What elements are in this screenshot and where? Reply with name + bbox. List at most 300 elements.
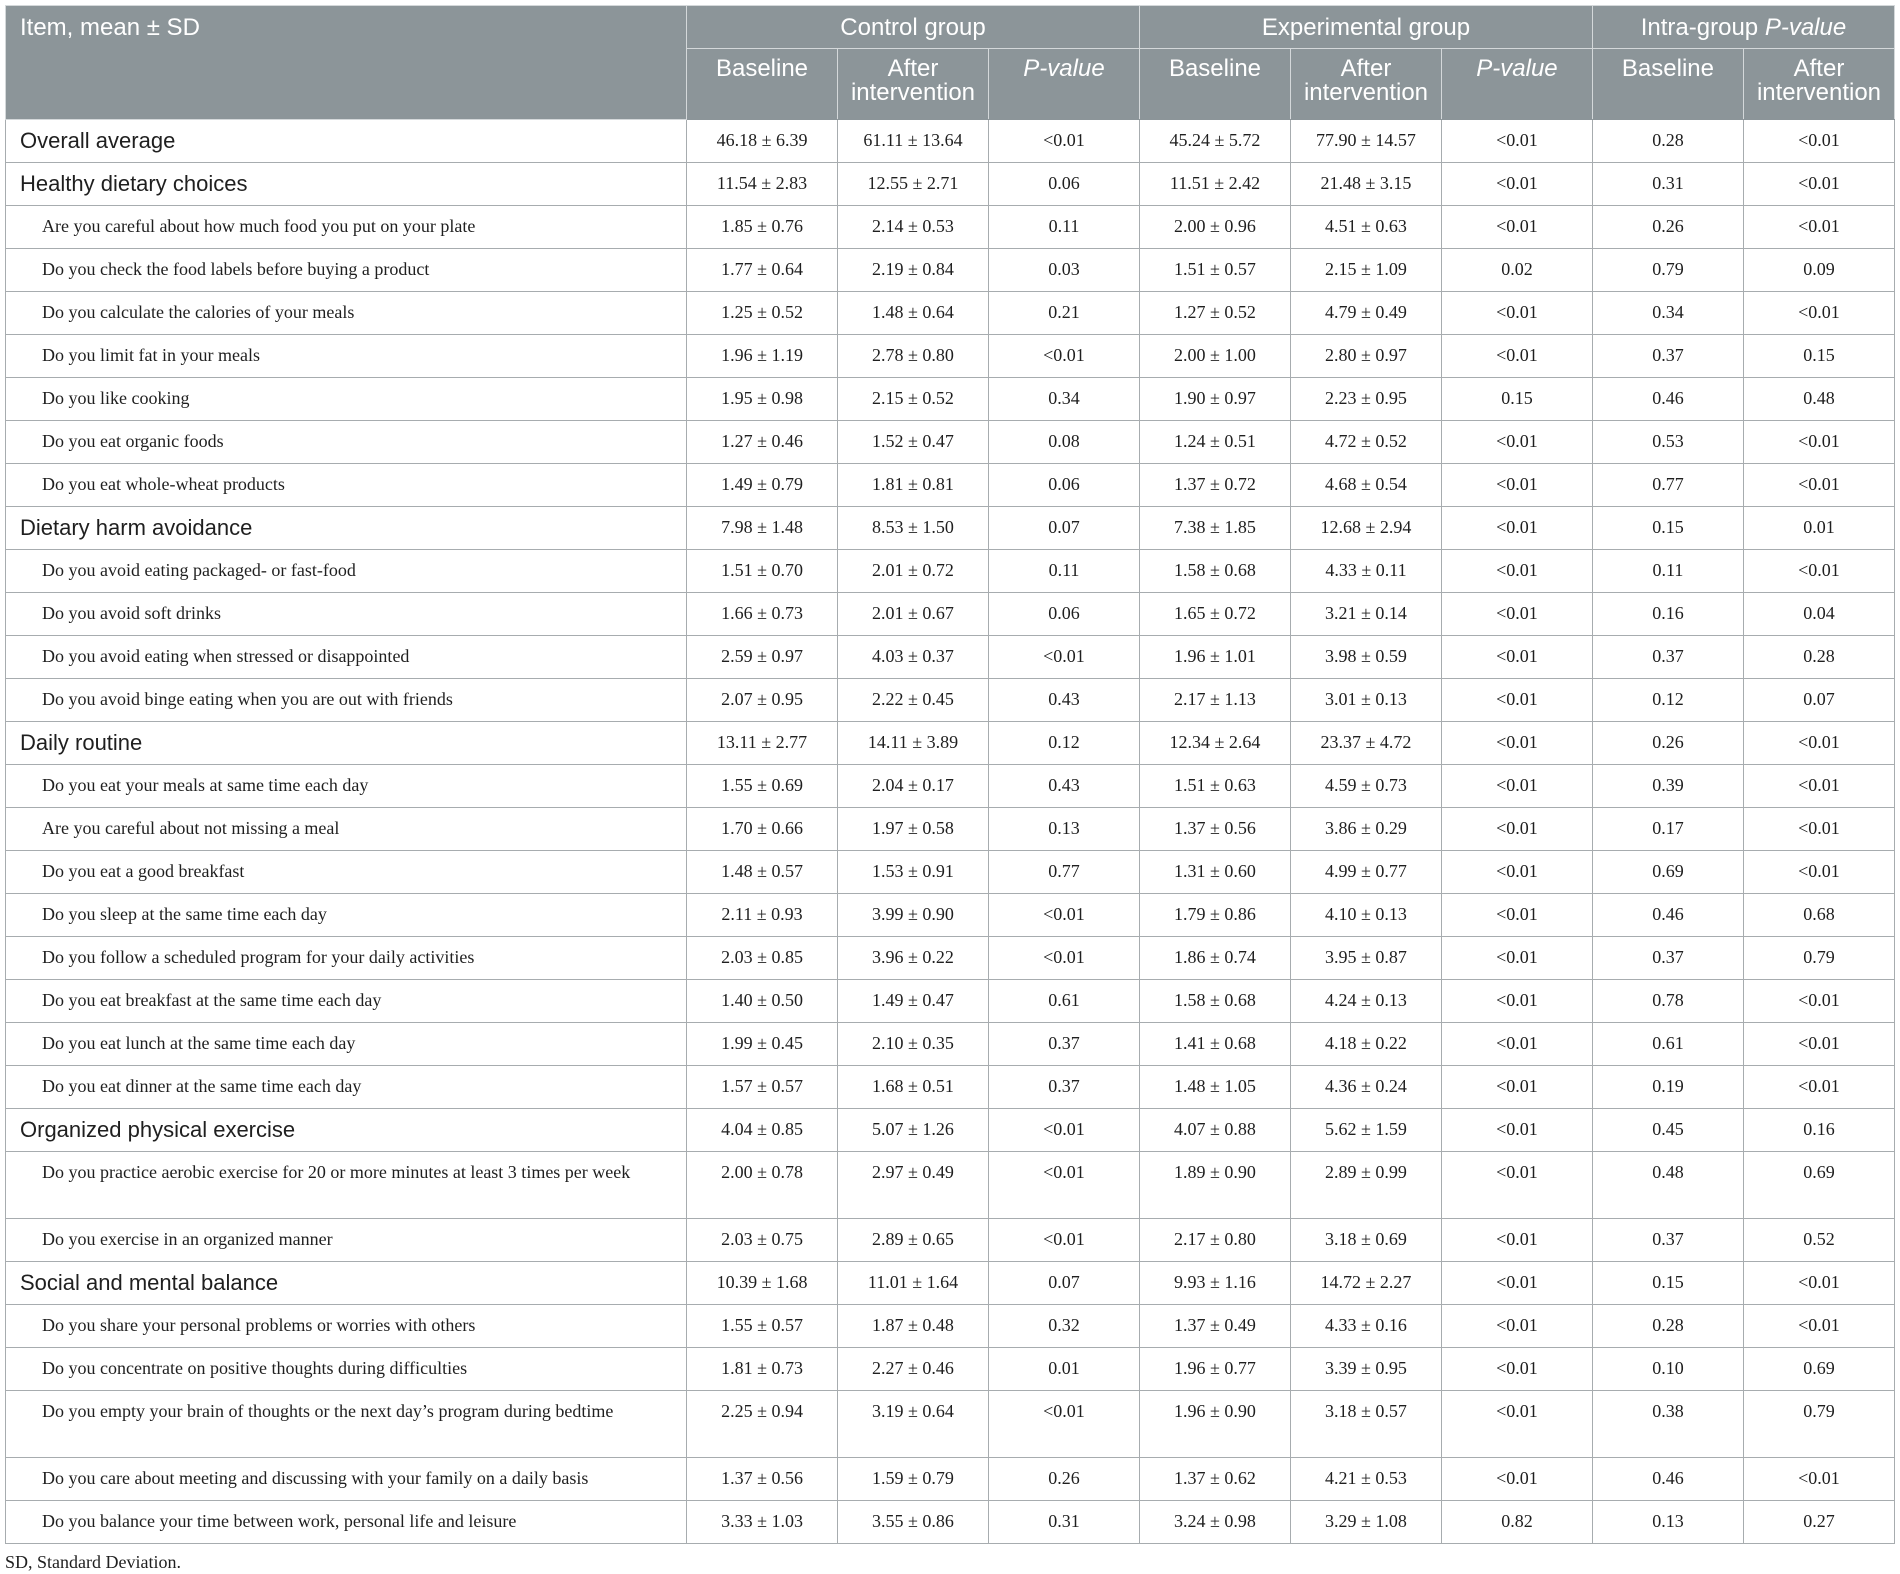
control-pvalue-cell: 0.01 <box>988 1348 1139 1391</box>
control-after-cell: 1.81 ± 0.81 <box>838 464 989 507</box>
experimental-pvalue-cell: <0.01 <box>1441 163 1592 206</box>
intra-baseline-cell: 0.16 <box>1592 593 1743 636</box>
intra-baseline-cell: 0.79 <box>1592 249 1743 292</box>
experimental-pvalue-cell: <0.01 <box>1441 1458 1592 1501</box>
control-baseline-cell: 1.66 ± 0.73 <box>687 593 838 636</box>
intra-baseline-cell: 0.37 <box>1592 937 1743 980</box>
intra-group-header-italic: P-value <box>1764 14 1847 41</box>
item-label: Do you eat organic foods <box>6 421 687 464</box>
control-after-cell: 3.99 ± 0.90 <box>838 894 989 937</box>
control-baseline-cell: 1.25 ± 0.52 <box>687 292 838 335</box>
control-baseline-cell: 1.48 ± 0.57 <box>687 851 838 894</box>
control-baseline-cell: 1.81 ± 0.73 <box>687 1348 838 1391</box>
experimental-baseline-cell: 2.00 ± 0.96 <box>1140 206 1291 249</box>
intra-after-cell: <0.01 <box>1743 1458 1894 1501</box>
control-baseline-header: Baseline <box>687 49 838 120</box>
intra-after-cell: 0.69 <box>1743 1152 1894 1219</box>
intra-after-cell: <0.01 <box>1743 851 1894 894</box>
control-pvalue-cell: 0.21 <box>988 292 1139 335</box>
section-row <box>6 120 1895 163</box>
control-pvalue-cell: 0.77 <box>988 851 1139 894</box>
control-after-cell: 2.22 ± 0.45 <box>838 679 989 722</box>
experimental-baseline-cell: 1.96 ± 0.77 <box>1140 1348 1291 1391</box>
experimental-pvalue-cell: <0.01 <box>1441 679 1592 722</box>
table-row <box>6 1152 1895 1219</box>
after-line1: After <box>1340 55 1392 82</box>
control-baseline-cell: 1.70 ± 0.66 <box>687 808 838 851</box>
experimental-baseline-cell: 1.37 ± 0.72 <box>1140 464 1291 507</box>
experimental-pvalue-cell: <0.01 <box>1441 1348 1592 1391</box>
control-after-cell: 1.97 ± 0.58 <box>838 808 989 851</box>
control-baseline-cell: 1.95 ± 0.98 <box>687 378 838 421</box>
control-baseline-cell: 46.18 ± 6.39 <box>687 120 838 163</box>
experimental-pvalue-cell: <0.01 <box>1441 765 1592 808</box>
experimental-pvalue-cell: <0.01 <box>1441 1066 1592 1109</box>
experimental-after-cell: 2.23 ± 0.95 <box>1290 378 1441 421</box>
pvalue-label: P-value <box>1476 55 1558 82</box>
intra-after-cell: 0.01 <box>1743 507 1894 550</box>
experimental-baseline-cell: 11.51 ± 2.42 <box>1140 163 1291 206</box>
intra-baseline-cell: 0.28 <box>1592 1305 1743 1348</box>
control-after-cell: 2.15 ± 0.52 <box>838 378 989 421</box>
experimental-after-cell: 3.18 ± 0.69 <box>1290 1219 1441 1262</box>
control-baseline-cell: 3.33 ± 1.03 <box>687 1501 838 1544</box>
item-label: Do you eat your meals at same time each day <box>6 765 687 808</box>
experimental-pvalue-cell: 0.02 <box>1441 249 1592 292</box>
control-pvalue-cell: 0.06 <box>988 593 1139 636</box>
intra-after-cell: <0.01 <box>1743 980 1894 1023</box>
experimental-baseline-cell: 45.24 ± 5.72 <box>1140 120 1291 163</box>
section-row <box>6 1262 1895 1305</box>
experimental-baseline-cell: 3.24 ± 0.98 <box>1140 1501 1291 1544</box>
control-baseline-cell: 7.98 ± 1.48 <box>687 507 838 550</box>
control-after-cell: 1.48 ± 0.64 <box>838 292 989 335</box>
item-label: Do you share your personal problems or worries with others <box>6 1305 687 1348</box>
experimental-pvalue-cell: <0.01 <box>1441 636 1592 679</box>
control-baseline-cell: 1.99 ± 0.45 <box>687 1023 838 1066</box>
control-pvalue-cell: 0.07 <box>988 1262 1139 1305</box>
intra-after-cell: <0.01 <box>1743 464 1894 507</box>
experimental-after-cell: 4.72 ± 0.52 <box>1290 421 1441 464</box>
control-after-cell: 2.10 ± 0.35 <box>838 1023 989 1066</box>
experimental-after-cell: 3.29 ± 1.08 <box>1290 1501 1441 1544</box>
experimental-pvalue-cell: <0.01 <box>1441 1391 1592 1458</box>
control-after-cell: 4.03 ± 0.37 <box>838 636 989 679</box>
after-line2: intervention <box>1756 79 1882 106</box>
experimental-after-cell: 4.51 ± 0.63 <box>1290 206 1441 249</box>
experimental-pvalue-cell: <0.01 <box>1441 335 1592 378</box>
experimental-after-cell: 3.95 ± 0.87 <box>1290 937 1441 980</box>
experimental-pvalue-cell: 0.82 <box>1441 1501 1592 1544</box>
intra-baseline-cell: 0.46 <box>1592 1458 1743 1501</box>
control-pvalue-cell: <0.01 <box>988 1152 1139 1219</box>
control-pvalue-cell: 0.31 <box>988 1501 1139 1544</box>
intra-after-cell: <0.01 <box>1743 120 1894 163</box>
item-label: Do you calculate the calories of your meals <box>6 292 687 335</box>
intra-after-cell: 0.79 <box>1743 937 1894 980</box>
intra-baseline-cell: 0.37 <box>1592 1219 1743 1262</box>
control-after-cell: 2.97 ± 0.49 <box>838 1152 989 1219</box>
experimental-baseline-cell: 1.86 ± 0.74 <box>1140 937 1291 980</box>
experimental-pvalue-cell: <0.01 <box>1441 206 1592 249</box>
control-pvalue-cell: 0.07 <box>988 507 1139 550</box>
intra-baseline-cell: 0.45 <box>1592 1109 1743 1152</box>
experimental-after-cell: 4.24 ± 0.13 <box>1290 980 1441 1023</box>
control-after-cell: 3.19 ± 0.64 <box>838 1391 989 1458</box>
intra-baseline-cell: 0.11 <box>1592 550 1743 593</box>
control-pvalue-cell: 0.43 <box>988 679 1139 722</box>
experimental-baseline-cell: 1.89 ± 0.90 <box>1140 1152 1291 1219</box>
section-label: Dietary harm avoidance <box>6 507 687 550</box>
experimental-baseline-cell: 2.17 ± 1.13 <box>1140 679 1291 722</box>
item-label: Do you eat a good breakfast <box>6 851 687 894</box>
table-row <box>6 464 1895 507</box>
intra-baseline-cell: 0.26 <box>1592 722 1743 765</box>
experimental-pvalue-cell: <0.01 <box>1441 722 1592 765</box>
table-row <box>6 1501 1895 1544</box>
intra-baseline-header: Baseline <box>1592 49 1743 120</box>
experimental-after-cell: 4.99 ± 0.77 <box>1290 851 1441 894</box>
intra-baseline-cell: 0.37 <box>1592 636 1743 679</box>
experimental-pvalue-cell: <0.01 <box>1441 550 1592 593</box>
experimental-pvalue-cell: <0.01 <box>1441 1023 1592 1066</box>
experimental-pvalue-header <box>1441 49 1592 120</box>
intra-after-cell: 0.28 <box>1743 636 1894 679</box>
experimental-baseline-cell: 9.93 ± 1.16 <box>1140 1262 1291 1305</box>
control-baseline-cell: 2.59 ± 0.97 <box>687 636 838 679</box>
control-after-cell: 1.87 ± 0.48 <box>838 1305 989 1348</box>
table-row <box>6 1391 1895 1458</box>
control-pvalue-cell: <0.01 <box>988 120 1139 163</box>
intra-baseline-cell: 0.39 <box>1592 765 1743 808</box>
control-baseline-cell: 1.49 ± 0.79 <box>687 464 838 507</box>
experimental-baseline-cell: 1.96 ± 1.01 <box>1140 636 1291 679</box>
intra-after-cell: 0.16 <box>1743 1109 1894 1152</box>
table-row <box>6 937 1895 980</box>
experimental-baseline-cell: 1.65 ± 0.72 <box>1140 593 1291 636</box>
control-baseline-cell: 1.51 ± 0.70 <box>687 550 838 593</box>
experimental-pvalue-cell: <0.01 <box>1441 1262 1592 1305</box>
intra-baseline-cell: 0.28 <box>1592 120 1743 163</box>
experimental-baseline-cell: 1.37 ± 0.56 <box>1140 808 1291 851</box>
after-line1: After <box>887 55 939 82</box>
control-after-cell: 2.01 ± 0.67 <box>838 593 989 636</box>
intra-baseline-cell: 0.53 <box>1592 421 1743 464</box>
intra-baseline-cell: 0.78 <box>1592 980 1743 1023</box>
item-label: Do you sleep at the same time each day <box>6 894 687 937</box>
intra-group-header <box>1592 6 1894 49</box>
intra-after-cell: 0.52 <box>1743 1219 1894 1262</box>
table-row <box>6 1458 1895 1501</box>
item-label: Do you avoid soft drinks <box>6 593 687 636</box>
control-pvalue-cell: 0.32 <box>988 1305 1139 1348</box>
control-group-header: Control group <box>687 6 1140 49</box>
control-baseline-cell: 1.96 ± 1.19 <box>687 335 838 378</box>
intra-after-cell: <0.01 <box>1743 163 1894 206</box>
control-after-cell: 2.14 ± 0.53 <box>838 206 989 249</box>
experimental-baseline-cell: 2.00 ± 1.00 <box>1140 335 1291 378</box>
experimental-pvalue-cell: 0.15 <box>1441 378 1592 421</box>
control-pvalue-cell: 0.34 <box>988 378 1139 421</box>
experimental-pvalue-cell: <0.01 <box>1441 1305 1592 1348</box>
table-row <box>6 550 1895 593</box>
intra-group-header-text: Intra-group <box>1640 14 1765 41</box>
intra-after-cell: <0.01 <box>1743 1262 1894 1305</box>
control-pvalue-cell: 0.43 <box>988 765 1139 808</box>
intra-baseline-cell: 0.31 <box>1592 163 1743 206</box>
control-pvalue-cell: <0.01 <box>988 1391 1139 1458</box>
experimental-pvalue-cell: <0.01 <box>1441 120 1592 163</box>
table-footnote: SD, Standard Deviation. <box>5 1552 181 1572</box>
table-row <box>6 636 1895 679</box>
control-pvalue-cell: <0.01 <box>988 1109 1139 1152</box>
control-pvalue-cell: 0.13 <box>988 808 1139 851</box>
intra-baseline-cell: 0.34 <box>1592 292 1743 335</box>
table-row <box>6 894 1895 937</box>
item-label: Do you eat breakfast at the same time each day <box>6 980 687 1023</box>
intra-after-cell: 0.27 <box>1743 1501 1894 1544</box>
intra-baseline-cell: 0.19 <box>1592 1066 1743 1109</box>
table-row <box>6 206 1895 249</box>
table-row <box>6 593 1895 636</box>
experimental-baseline-cell: 1.37 ± 0.62 <box>1140 1458 1291 1501</box>
control-baseline-cell: 10.39 ± 1.68 <box>687 1262 838 1305</box>
control-after-cell: 2.89 ± 0.65 <box>838 1219 989 1262</box>
experimental-after-cell: 2.80 ± 0.97 <box>1290 335 1441 378</box>
intra-after-cell: <0.01 <box>1743 808 1894 851</box>
intra-after-cell: <0.01 <box>1743 206 1894 249</box>
intra-baseline-cell: 0.77 <box>1592 464 1743 507</box>
control-baseline-cell: 2.00 ± 0.78 <box>687 1152 838 1219</box>
section-label: Healthy dietary choices <box>6 163 687 206</box>
section-row <box>6 1109 1895 1152</box>
table-row <box>6 1219 1895 1262</box>
intra-baseline-cell: 0.17 <box>1592 808 1743 851</box>
experimental-baseline-cell: 1.58 ± 0.68 <box>1140 980 1291 1023</box>
intra-baseline-cell: 0.46 <box>1592 378 1743 421</box>
intra-after-cell: <0.01 <box>1743 1066 1894 1109</box>
experimental-after-cell: 12.68 ± 2.94 <box>1290 507 1441 550</box>
item-label: Do you concentrate on positive thoughts during difficulties <box>6 1348 687 1391</box>
intra-after-cell: <0.01 <box>1743 421 1894 464</box>
experimental-baseline-cell: 1.31 ± 0.60 <box>1140 851 1291 894</box>
item-label: Do you eat lunch at the same time each day <box>6 1023 687 1066</box>
item-header: Item, mean ± SD <box>6 6 687 120</box>
experimental-baseline-cell: 1.24 ± 0.51 <box>1140 421 1291 464</box>
section-row <box>6 507 1895 550</box>
item-label: Do you avoid binge eating when you are out with friends <box>6 679 687 722</box>
control-after-cell: 2.78 ± 0.80 <box>838 335 989 378</box>
intra-after-cell: 0.07 <box>1743 679 1894 722</box>
experimental-pvalue-cell: <0.01 <box>1441 1219 1592 1262</box>
intra-after-cell: 0.15 <box>1743 335 1894 378</box>
table-row <box>6 292 1895 335</box>
intra-baseline-cell: 0.38 <box>1592 1391 1743 1458</box>
control-baseline-cell: 1.40 ± 0.50 <box>687 980 838 1023</box>
experimental-baseline-cell: 4.07 ± 0.88 <box>1140 1109 1291 1152</box>
control-pvalue-cell: 0.08 <box>988 421 1139 464</box>
item-label: Do you limit fat in your meals <box>6 335 687 378</box>
control-pvalue-cell: 0.03 <box>988 249 1139 292</box>
experimental-baseline-cell: 1.51 ± 0.63 <box>1140 765 1291 808</box>
control-pvalue-header <box>988 49 1139 120</box>
item-label: Do you avoid eating when stressed or disappointed <box>6 636 687 679</box>
table-row <box>6 249 1895 292</box>
control-after-cell: 2.01 ± 0.72 <box>838 550 989 593</box>
control-after-cell: 2.27 ± 0.46 <box>838 1348 989 1391</box>
control-pvalue-cell: 0.12 <box>988 722 1139 765</box>
intra-after-cell: 0.09 <box>1743 249 1894 292</box>
control-pvalue-cell: 0.11 <box>988 550 1139 593</box>
intra-baseline-cell: 0.48 <box>1592 1152 1743 1219</box>
experimental-baseline-cell: 1.96 ± 0.90 <box>1140 1391 1291 1458</box>
experimental-pvalue-cell: <0.01 <box>1441 894 1592 937</box>
control-baseline-cell: 2.11 ± 0.93 <box>687 894 838 937</box>
control-baseline-cell: 1.57 ± 0.57 <box>687 1066 838 1109</box>
experimental-after-cell: 4.36 ± 0.24 <box>1290 1066 1441 1109</box>
experimental-pvalue-cell: <0.01 <box>1441 851 1592 894</box>
experimental-after-header <box>1290 49 1441 120</box>
experimental-after-cell: 3.39 ± 0.95 <box>1290 1348 1441 1391</box>
control-after-header <box>838 49 989 120</box>
table-row <box>6 1023 1895 1066</box>
experimental-pvalue-cell: <0.01 <box>1441 937 1592 980</box>
experimental-after-cell: 3.01 ± 0.13 <box>1290 679 1441 722</box>
experimental-baseline-header: Baseline <box>1140 49 1291 120</box>
experimental-baseline-cell: 1.27 ± 0.52 <box>1140 292 1291 335</box>
intra-baseline-cell: 0.46 <box>1592 894 1743 937</box>
experimental-after-cell: 4.33 ± 0.11 <box>1290 550 1441 593</box>
intra-baseline-cell: 0.10 <box>1592 1348 1743 1391</box>
control-pvalue-cell: <0.01 <box>988 636 1139 679</box>
control-after-cell: 61.11 ± 13.64 <box>838 120 989 163</box>
control-pvalue-cell: 0.06 <box>988 163 1139 206</box>
control-after-cell: 3.96 ± 0.22 <box>838 937 989 980</box>
control-after-cell: 1.59 ± 0.79 <box>838 1458 989 1501</box>
table-row <box>6 421 1895 464</box>
item-label: Do you follow a scheduled program for your daily activities <box>6 937 687 980</box>
intra-after-cell: <0.01 <box>1743 722 1894 765</box>
control-after-cell: 2.04 ± 0.17 <box>838 765 989 808</box>
experimental-after-cell: 21.48 ± 3.15 <box>1290 163 1441 206</box>
results-table <box>5 5 1895 1544</box>
experimental-pvalue-cell: <0.01 <box>1441 507 1592 550</box>
experimental-after-cell: 23.37 ± 4.72 <box>1290 722 1441 765</box>
control-baseline-cell: 1.55 ± 0.69 <box>687 765 838 808</box>
item-label: Do you empty your brain of thoughts or the next day’s program during bedtime <box>6 1391 687 1458</box>
intra-baseline-cell: 0.26 <box>1592 206 1743 249</box>
item-label: Do you check the food labels before buying a product <box>6 249 687 292</box>
experimental-baseline-cell: 7.38 ± 1.85 <box>1140 507 1291 550</box>
control-after-cell: 1.49 ± 0.47 <box>838 980 989 1023</box>
experimental-after-cell: 4.21 ± 0.53 <box>1290 1458 1441 1501</box>
experimental-pvalue-cell: <0.01 <box>1441 421 1592 464</box>
experimental-pvalue-cell: <0.01 <box>1441 464 1592 507</box>
intra-after-header <box>1743 49 1894 120</box>
section-row <box>6 722 1895 765</box>
section-label: Organized physical exercise <box>6 1109 687 1152</box>
item-label: Do you eat whole-wheat products <box>6 464 687 507</box>
table-row <box>6 378 1895 421</box>
item-label: Do you like cooking <box>6 378 687 421</box>
table-header <box>6 6 1895 120</box>
intra-baseline-cell: 0.15 <box>1592 1262 1743 1305</box>
item-label: Are you careful about not missing a meal <box>6 808 687 851</box>
experimental-after-cell: 3.21 ± 0.14 <box>1290 593 1441 636</box>
experimental-after-cell: 4.33 ± 0.16 <box>1290 1305 1441 1348</box>
control-pvalue-cell: 0.11 <box>988 206 1139 249</box>
experimental-after-cell: 14.72 ± 2.27 <box>1290 1262 1441 1305</box>
control-after-cell: 11.01 ± 1.64 <box>838 1262 989 1305</box>
experimental-pvalue-cell: <0.01 <box>1441 1152 1592 1219</box>
experimental-baseline-cell: 1.58 ± 0.68 <box>1140 550 1291 593</box>
control-baseline-cell: 13.11 ± 2.77 <box>687 722 838 765</box>
control-baseline-cell: 1.27 ± 0.46 <box>687 421 838 464</box>
table-body <box>6 120 1895 1544</box>
experimental-baseline-cell: 1.41 ± 0.68 <box>1140 1023 1291 1066</box>
control-pvalue-cell: 0.61 <box>988 980 1139 1023</box>
section-label: Overall average <box>6 120 687 163</box>
experimental-baseline-cell: 12.34 ± 2.64 <box>1140 722 1291 765</box>
control-pvalue-cell: 0.26 <box>988 1458 1139 1501</box>
intra-after-cell: <0.01 <box>1743 1305 1894 1348</box>
control-baseline-cell: 2.03 ± 0.85 <box>687 937 838 980</box>
after-line2: intervention <box>850 79 976 106</box>
control-baseline-cell: 2.03 ± 0.75 <box>687 1219 838 1262</box>
experimental-after-cell: 2.15 ± 1.09 <box>1290 249 1441 292</box>
experimental-baseline-cell: 2.17 ± 0.80 <box>1140 1219 1291 1262</box>
control-after-cell: 1.53 ± 0.91 <box>838 851 989 894</box>
table-row <box>6 980 1895 1023</box>
control-pvalue-cell: <0.01 <box>988 335 1139 378</box>
control-baseline-cell: 1.55 ± 0.57 <box>687 1305 838 1348</box>
item-label: Do you eat dinner at the same time each day <box>6 1066 687 1109</box>
control-baseline-cell: 1.77 ± 0.64 <box>687 249 838 292</box>
control-after-cell: 12.55 ± 2.71 <box>838 163 989 206</box>
experimental-after-cell: 77.90 ± 14.57 <box>1290 120 1441 163</box>
experimental-pvalue-cell: <0.01 <box>1441 593 1592 636</box>
intra-after-cell: <0.01 <box>1743 292 1894 335</box>
intra-baseline-cell: 0.12 <box>1592 679 1743 722</box>
control-pvalue-cell: 0.37 <box>988 1023 1139 1066</box>
control-after-cell: 8.53 ± 1.50 <box>838 507 989 550</box>
control-after-cell: 1.68 ± 0.51 <box>838 1066 989 1109</box>
item-label: Do you avoid eating packaged- or fast-food <box>6 550 687 593</box>
control-pvalue-cell: <0.01 <box>988 894 1139 937</box>
experimental-after-cell: 5.62 ± 1.59 <box>1290 1109 1441 1152</box>
intra-baseline-cell: 0.15 <box>1592 507 1743 550</box>
item-label: Do you exercise in an organized manner <box>6 1219 687 1262</box>
experimental-after-cell: 4.59 ± 0.73 <box>1290 765 1441 808</box>
experimental-pvalue-cell: <0.01 <box>1441 808 1592 851</box>
control-pvalue-cell: <0.01 <box>988 937 1139 980</box>
intra-after-cell: 0.04 <box>1743 593 1894 636</box>
table-row <box>6 1066 1895 1109</box>
control-baseline-cell: 1.85 ± 0.76 <box>687 206 838 249</box>
experimental-after-cell: 4.68 ± 0.54 <box>1290 464 1441 507</box>
experimental-after-cell: 4.10 ± 0.13 <box>1290 894 1441 937</box>
experimental-after-cell: 4.18 ± 0.22 <box>1290 1023 1441 1066</box>
experimental-baseline-cell: 1.90 ± 0.97 <box>1140 378 1291 421</box>
intra-baseline-cell: 0.69 <box>1592 851 1743 894</box>
experimental-baseline-cell: 1.79 ± 0.86 <box>1140 894 1291 937</box>
intra-after-cell: <0.01 <box>1743 1023 1894 1066</box>
control-pvalue-cell: 0.37 <box>988 1066 1139 1109</box>
intra-baseline-cell: 0.37 <box>1592 335 1743 378</box>
control-after-cell: 3.55 ± 0.86 <box>838 1501 989 1544</box>
experimental-after-cell: 2.89 ± 0.99 <box>1290 1152 1441 1219</box>
table-row <box>6 679 1895 722</box>
